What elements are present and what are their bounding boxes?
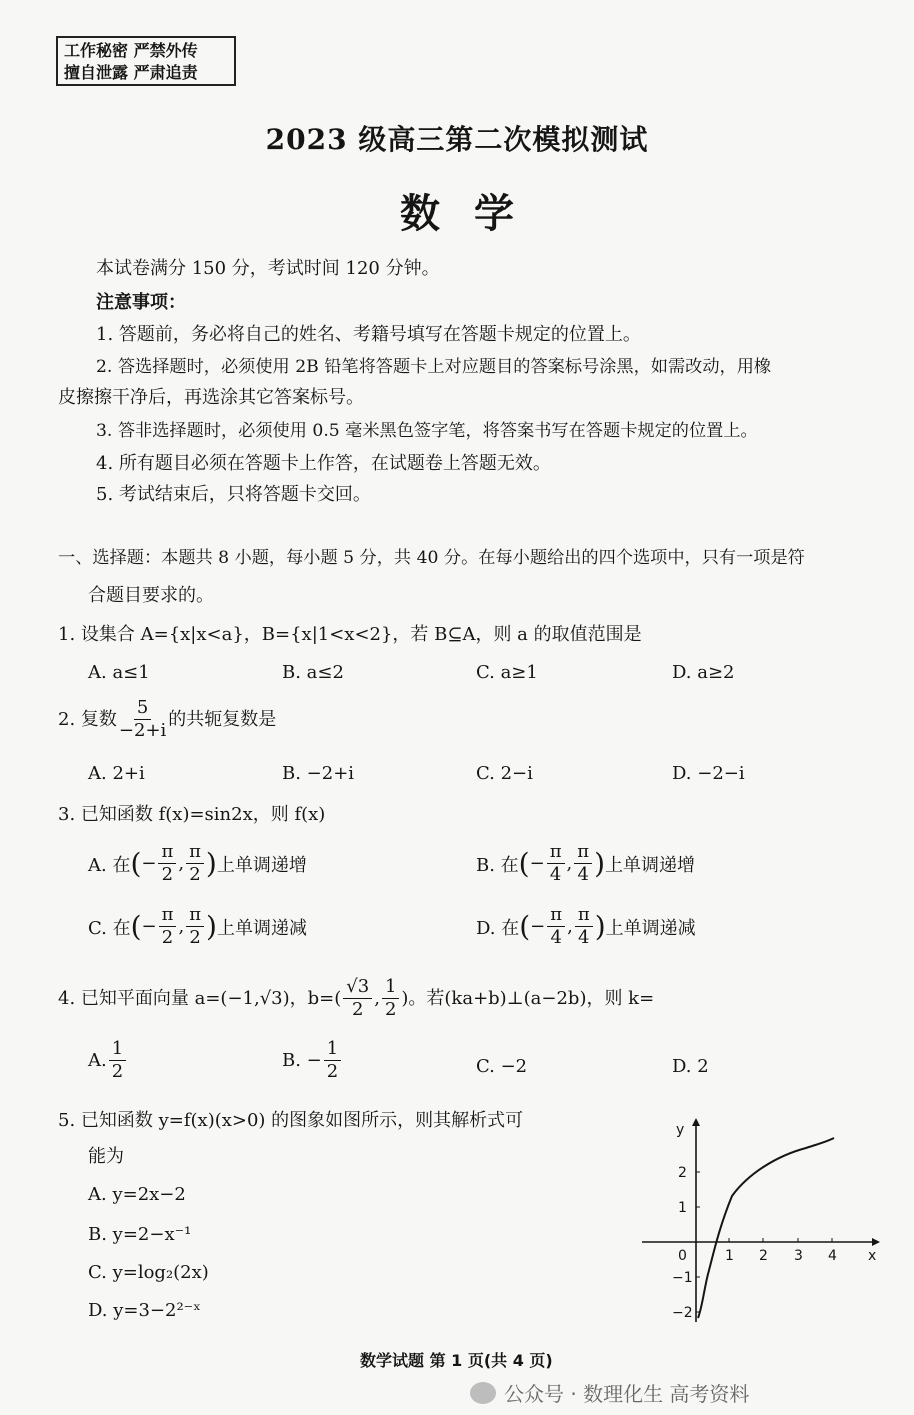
q4-option-b [282, 1040, 343, 1081]
q3-c-lparen: ( [130, 910, 142, 943]
q4-stem: 4. 已知平面向量 a=(−1,√3)，b=( $\frac{√3}{2}$ , $\frac{1}{2}$ )。若(ka+b)⊥(a−2b)，则 k= [58, 976, 655, 1020]
q3-d-frac2-num: π [575, 906, 593, 927]
q3-c-suffix: 上单调递减 [216, 917, 307, 939]
x-axis-arrow [872, 1238, 880, 1246]
q3-c-frac1-den: 2 [161, 927, 174, 948]
section1-heading-cont: 合题目要求的。 [88, 585, 214, 606]
q4-b-frac1-den: 2 [352, 999, 364, 1020]
origin-label: 0 [678, 1248, 687, 1264]
y-tick-label-2: 2 [678, 1165, 687, 1181]
x-tick-label-2: 2 [759, 1248, 768, 1264]
q3-a-lparen: ( [130, 847, 142, 880]
q3-a-frac2-num: π [186, 843, 204, 864]
q3-d-frac1 [547, 906, 565, 947]
stamp-line-2: 擅自泄露 严肃追责 [64, 63, 198, 82]
x-axis-label: x [868, 1248, 877, 1264]
q4-b-frac2 [382, 978, 399, 1019]
q3-c-rparen: ) [206, 910, 217, 943]
q3-d-frac1-num: π [547, 906, 565, 927]
note-5: 5. 考试结束后，只将答题卡交回。 [96, 484, 371, 505]
watermark [470, 1378, 749, 1407]
q3-c-prefix: C. 在 [88, 917, 131, 939]
q4-b-frac [324, 1040, 341, 1081]
y-tick-label-1: 1 [678, 1200, 687, 1216]
q2-option-d: D. −2−i [672, 763, 745, 784]
q3-b-prefix: B. 在 [476, 854, 519, 876]
x-tick-label-3: 3 [794, 1248, 803, 1264]
q3-a-frac2 [186, 843, 204, 884]
q4-b-frac-num: 1 [324, 1040, 341, 1061]
q2-fraction-den: −2+i [118, 720, 167, 741]
y-axis-label: y [676, 1122, 685, 1138]
q5-stem-cont: 能为 [88, 1146, 124, 1167]
q4-b-frac2-den: 2 [384, 999, 397, 1020]
section1-heading: 一、选择题：本题共 8 小题，每小题 5 分，共 40 分。在每小题给出的四个选项中，只有一项是符 [58, 548, 805, 568]
subject-title: 数学 [400, 190, 548, 237]
q2-prefix: 2. 复数 [58, 708, 117, 730]
q5-option-d: D. y=3−2²⁻ˣ [88, 1300, 201, 1321]
q3-a-frac1-num: π [158, 843, 176, 864]
q3-b-lparen: ( [518, 847, 530, 880]
note-2b: 皮擦擦干净后，再选涂其它答案标号。 [58, 387, 364, 408]
y-axis-arrow [692, 1118, 700, 1126]
q3-b-frac1 [547, 843, 565, 884]
q3-d-prefix: D. 在 [476, 917, 520, 939]
y-tick-label-neg1: −1 [672, 1270, 693, 1286]
note-1: 1. 答题前，务必将自己的姓名、考籍号填写在答题卡规定的位置上。 [96, 324, 641, 345]
q4-stem-prefix: 4. 已知平面向量 a=(−1,√3)，b=( [58, 987, 342, 1009]
q1-option-a: A. a≤1 [88, 662, 150, 683]
q5-option-b: B. y=2−x⁻¹ [88, 1224, 192, 1245]
q3-c-frac1-num: π [159, 906, 177, 927]
q3-a-suffix: 上单调递增 [216, 854, 307, 876]
q4-a-frac [109, 1040, 126, 1081]
q3-option-b: B. 在 ( − $\frac{\pi}{4}$ , $\frac{\pi}{4}$ ) 上单调递增 [476, 841, 696, 885]
q3-option-a: A. 在 ( − $\frac{\pi}{2}$ , $\frac{\pi}{2}$ ) 上单调递增 [88, 841, 307, 885]
page-footer: 数学试题 第 1 页(共 4 页) [360, 1351, 553, 1370]
q2-option-c: C. 2−i [476, 763, 533, 784]
q2-fraction [119, 699, 166, 740]
q4-b-frac2-num: 1 [382, 978, 399, 999]
q3-d-lparen: ( [519, 910, 531, 943]
q1-option-d: D. a≥2 [672, 662, 735, 683]
function-curve [698, 1138, 834, 1318]
q3-b-frac2-den: 4 [577, 864, 589, 885]
q3-b-frac2 [574, 843, 592, 884]
q3-a-frac1-den: 2 [161, 864, 174, 885]
q1-option-c: C. a≥1 [476, 662, 538, 683]
q4-a-frac-den: 2 [111, 1061, 124, 1082]
q3-option-c: C. 在 ( − $\frac{\pi}{2}$ , $\frac{\pi}{2}$ ) 上单调递减 [88, 904, 307, 948]
q2-option-a: A. 2+i [88, 763, 145, 784]
q1-stem: 1. 设集合 A={x|x<a}，B={x|1<x<2}，若 B⊆A，则 a 的取值范围是 [58, 624, 642, 645]
q4-b-frac1 [343, 978, 372, 1019]
q2-fraction-num: 5 [134, 699, 151, 720]
wechat-icon [470, 1382, 496, 1404]
q3-a-frac2-den: 2 [189, 864, 201, 885]
q3-b-rparen: ) [594, 847, 606, 880]
q5-option-a: A. y=2x−2 [88, 1184, 186, 1205]
q4-option-d: D. 2 [672, 1056, 709, 1077]
q4-b-frac-den: 2 [326, 1061, 339, 1082]
q2-option-b: B. −2+i [282, 763, 355, 784]
q4-b-frac1-num: √3 [343, 978, 372, 999]
q5-option-c: C. y=log₂(2x) [88, 1262, 209, 1283]
q3-c-frac2-num: π [186, 906, 204, 927]
x-tick-label-1: 1 [725, 1248, 734, 1264]
note-2a: 2. 答选择题时，必须使用 2B 铅笔将答题卡上对应题目的答案标号涂黑，如需改动，用橡 [96, 357, 772, 377]
q3-option-d: D. 在 ( − $\frac{\pi}{4}$ , $\frac{\pi}{4}$ ) 上单调递减 [476, 904, 696, 948]
q4-option-c: C. −2 [476, 1056, 528, 1077]
q2-stem [58, 699, 276, 740]
q2-suffix: 的共轭复数是 [168, 708, 277, 730]
notice-title: 注意事项： [96, 292, 186, 313]
q3-d-frac1-den: 4 [550, 927, 562, 948]
q3-a-rparen: ) [205, 847, 217, 880]
x-tick-label-4: 4 [828, 1248, 837, 1264]
stamp-line-1: 工作秘密 严禁外传 [64, 41, 198, 60]
q3-a-frac1 [158, 843, 176, 884]
q3-stem: 3. 已知函数 f(x)=sin2x，则 f(x) [58, 804, 326, 825]
watermark-text: 公众号 · 数理化生 高考资料 [504, 1382, 750, 1406]
q3-c-frac2-den: 2 [189, 927, 201, 948]
y-tick-label-neg2: −2 [672, 1305, 693, 1321]
q3-b-frac1-den: 4 [549, 864, 562, 885]
q1-option-b: B. a≤2 [282, 662, 344, 683]
q3-d-suffix: 上单调递减 [605, 917, 696, 939]
note-4: 4. 所有题目必须在答题卡上作答，在试题卷上答题无效。 [96, 453, 551, 474]
q3-b-suffix: 上单调递增 [605, 854, 696, 876]
confidential-stamp [56, 36, 236, 86]
q3-b-frac2-num: π [574, 843, 592, 864]
q4-stem-suffix: )。若(ka+b)⊥(a−2b)，则 k= [401, 987, 655, 1009]
score-line: 本试卷满分 150 分，考试时间 120 分钟。 [96, 258, 440, 279]
q3-c-frac1 [159, 906, 177, 947]
exam-title: 2023 级高三第二次模拟测试 [265, 123, 649, 156]
q5-function-graph [636, 1112, 886, 1332]
q3-a-prefix: A. 在 [88, 854, 131, 876]
q3-d-frac2-den: 4 [578, 927, 590, 948]
q4-a-prefix: A. [88, 1050, 107, 1071]
q3-c-frac2 [186, 906, 204, 947]
note-3: 3. 答非选择题时，必须使用 0.5 毫米黑色签字笔，将答案书写在答题卡规定的位置上。 [96, 421, 758, 441]
q4-a-frac-num: 1 [109, 1040, 126, 1061]
q3-d-rparen: ) [594, 910, 606, 943]
q4-option-a [88, 1040, 128, 1081]
q3-b-frac1-num: π [547, 843, 565, 864]
q5-stem: 5. 已知函数 y=f(x)(x>0) 的图象如图所示，则其解析式可 [58, 1110, 524, 1131]
q4-b-prefix: B. − [282, 1050, 322, 1071]
q3-d-frac2 [575, 906, 593, 947]
